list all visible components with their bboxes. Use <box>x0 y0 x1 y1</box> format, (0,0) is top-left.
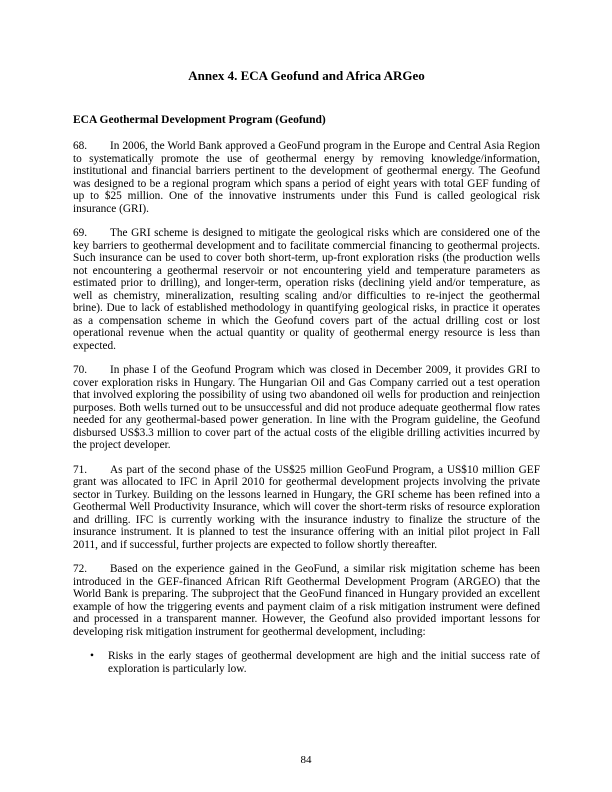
paragraph-70 <box>73 364 540 452</box>
paragraph-68 <box>73 140 540 215</box>
paragraph-text: Based on the experience gained in the GeoFund, a similar risk migitation scheme has been introduced in the GEF-financed African Rift Geothermal Development Program (ARGEO) that the World Bank is preparing. The subproject that the GeoFund financed in Hungary provided an excellent example of how the triggering events and payment claim of a risk mitigation instrument were defined and processed in a transparent manner. However, the Geofund also provided important lessons for developing risk mitigation instrument for geothermal development, including: <box>73 563 540 638</box>
paragraph-71 <box>73 464 540 552</box>
bullet-list <box>73 650 540 675</box>
bullet-text: Risks in the early stages of geothermal development are high and the initial success rate of exploration is particularly low. <box>108 650 540 675</box>
paragraph-72 <box>73 563 540 638</box>
paragraph-text: In phase I of the Geofund Program which was closed in December 2009, it provides GRI to cover exploration risks in Hungary. The Hungarian Oil and Gas Company carried out a test operation that involved exploring the possibility of using two abandoned oil wells for production and reinjection purposes. Both wells turned out to be unsuccessful and did not produce adequate geothermal flow rates needed for any geothermal-based power generation. In line with the Program guideline, the Geofund disbursed US$3.3 million to cover part of the actual costs of the eligible drilling activities incurred by the project developer. <box>73 364 540 451</box>
document-title: Annex 4. ECA Geofund and Africa ARGeo <box>188 68 425 83</box>
section-heading: ECA Geothermal Development Program (Geofund) <box>73 114 326 126</box>
paragraph-text: As part of the second phase of the US$25 million GeoFund Program, a US$10 million GEF grant was allocated to IFC in April 2010 for geothermal development projects involving the private sector in Turkey. Building on the lessons learned in Hungary, the GRI scheme has been refined into a Geothermal Well Productivity Insurance, which will cover the short-term risks of resource exploration and drilling. IFC is currently working with the insurance industry to finalize the structure of the insurance instrument. It is planned to test the insurance offering with an initial pilot project in Fall 2011, and if successful, further projects are expected to follow shortly thereafter. <box>73 463 540 551</box>
paragraph-number: 71. <box>73 463 88 476</box>
paragraph-number: 72. <box>73 563 88 575</box>
paragraph-text: In 2006, the World Bank approved a GeoFund program in the Europe and Central Asia Region to systematically promote the use of geothermal energy by removing knowledge/information, institutional and financial barriers pertinent to the development of geothermal energy. The Geofund was designed to be a regional program which spans a period of eight years with total GEF funding of up to $25 million. One of the innovative instruments under this Fund is called geological risk insurance (GRI). <box>73 140 540 215</box>
paragraph-number: 70. <box>73 364 88 376</box>
paragraph-69 <box>73 227 540 352</box>
paragraph-number: 68. <box>73 140 88 152</box>
paragraph-number: 69. <box>73 227 88 239</box>
page-number: 84 <box>300 753 312 766</box>
list-item <box>73 650 540 675</box>
bullet-icon: • <box>90 650 94 662</box>
paragraph-text: The GRI scheme is designed to mitigate the geological risks which are considered one of the key barriers to geothermal development and to facilitate commercial financing to geothermal projects. Such insurance can be used to cover both short-term, up-front exploration risks (the production wells not encountering a geothermal reservoir or not encountering yield and temperature parameters as estimated prior to drilling), and longer-term, operation risks (declining yield and/or temperature, as well as chemistry, mineralization, resulting scaling and/or difficulties to re-inject the geothermal brine). Due to lack of established methodology in quantifying geological risks, in practice it operates as a compensation scheme in which the Geofund covers part of the actual drilling cost or lost operational revenue when the actual quantity or quality of geothermal energy resource is less than expected. <box>73 227 540 352</box>
